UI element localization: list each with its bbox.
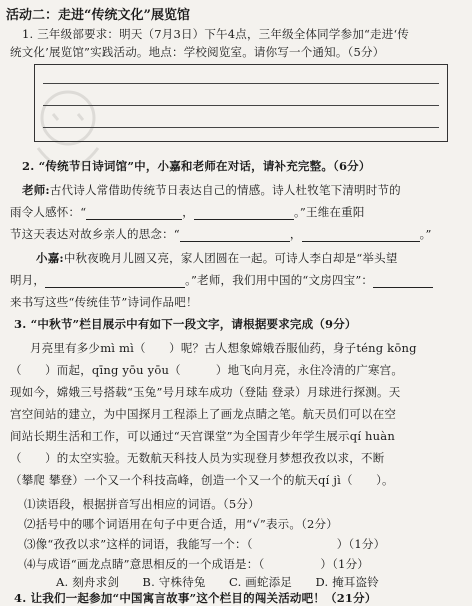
q2-xiaojia-line2 xyxy=(10,272,433,288)
section-title: 活动二：走进“传统文化”展览馆 xyxy=(6,8,190,23)
q2-teacher-line2 xyxy=(10,204,365,220)
q3-sub2: ⑵括号中的哪个词语用在句子中更合适，用“√”表示。（2分） xyxy=(24,517,338,531)
text: 明月， xyxy=(10,273,46,287)
text: ， xyxy=(289,227,302,241)
q3-paragraph-line: （ ）而起，qīng yōu yōu（ ）地飞向月亮，永住冷清的广寒宫。 xyxy=(10,363,404,377)
xiaojia-label: 小嘉: xyxy=(36,251,64,265)
q2-title: 2. “传统节日诗词馆”中，小嘉和老师在对话，请补充完整。（6分） xyxy=(22,159,371,173)
q3-paragraph-line: 月亮里有多少mì mì（ ）呢？古人想象嫦娥吞服仙药，身子téng kōng xyxy=(30,341,417,355)
teacher-text: 古代诗人常借助传统节日表达自己的情感。诗人杜牧笔下清明时节的 xyxy=(49,183,401,197)
q3-sub3 xyxy=(24,536,385,552)
text: 雨令人感怀：“ xyxy=(10,205,87,219)
text: ， xyxy=(182,205,194,219)
notice-line xyxy=(43,105,439,106)
q3-paragraph-line: 现如今，嫦娥三号搭载“玉兔”号月球车成功（登陆 登录）月球进行探测。天 xyxy=(10,385,401,399)
q3-paragraph-line: 间站长期生活和工作，可以通过“天宫课堂”为全国青少年学生展示qí huàn xyxy=(10,429,395,443)
q1-line2: 统文化’展览馆”实践活动。地点：学校阅览室。请你写一个通知。（5分） xyxy=(10,45,385,59)
q2-xiaojia-line3: 来书写这些“传统佳节”诗词作品吧！ xyxy=(10,295,198,309)
text: 。”老师，我们用中国的“文房四宝”： xyxy=(185,273,374,287)
text: ）（1分） xyxy=(336,537,386,551)
answer-blank[interactable] xyxy=(302,241,420,242)
answer-blank[interactable] xyxy=(45,287,185,288)
q2-xiaojia-line1 xyxy=(36,250,398,266)
q4-title: 4. 让我们一起参加“中国寓言故事”这个栏目的闯关活动吧！（21分） xyxy=(14,591,377,605)
q2-teacher-line3 xyxy=(10,226,432,242)
q3-paragraph-line: 宫空间站的建立，为中国探月工程添上了画龙点睛之笔。航天员们可以在空 xyxy=(10,407,397,421)
notice-line xyxy=(43,83,439,84)
answer-blank[interactable] xyxy=(86,219,182,220)
q3-paragraph-line: （ ）的太空实验。无数航天科技人员为实现登月梦想孜孜以求，不断 xyxy=(10,451,385,465)
answer-blank[interactable] xyxy=(180,241,290,242)
xiaojia-text: 中秋夜晚月儿圆又亮，家人团圆在一起。可诗人李白却是“举头望 xyxy=(63,251,398,265)
teacher-label: 老师: xyxy=(22,183,50,197)
q2-teacher-line1 xyxy=(22,182,401,198)
notice-writing-box[interactable] xyxy=(34,64,448,142)
q1-line1: 1. 三年级部要求：明天（7月3日）下午4点，三年级全体同学参加“走进‘传 xyxy=(22,27,410,41)
answer-blank[interactable] xyxy=(194,219,294,220)
notice-line xyxy=(43,127,439,128)
q3-paragraph-line: （攀爬 攀登）一个又一个科技高峰，创造一个又一个的航天qí jì（ ）。 xyxy=(10,473,394,487)
q3-options: A. 刻舟求剑 B. 守株待兔 C. 画蛇添足 D. 掩耳盗铃 xyxy=(56,575,379,589)
q3-title: 3. “中秋节”栏目展示中有如下一段文字，请根据要求完成（9分） xyxy=(14,317,357,331)
text: ）（1分） xyxy=(320,557,369,571)
text: ⑷与成语“画龙点睛”意思相反的一个成语是：（ xyxy=(24,557,265,571)
text: 。” xyxy=(419,227,432,241)
answer-blank[interactable] xyxy=(373,287,433,288)
text: 。”王维在重阳 xyxy=(293,205,365,219)
q3-sub1: ⑴读语段，根据拼音写出相应的词语。（5分） xyxy=(24,497,260,511)
q3-sub4 xyxy=(24,556,369,572)
text: 节这天表达对故乡亲人的思念：“ xyxy=(10,227,180,241)
text: ⑶像“孜孜以求”这样的词语，我能写一个：（ xyxy=(24,537,253,551)
